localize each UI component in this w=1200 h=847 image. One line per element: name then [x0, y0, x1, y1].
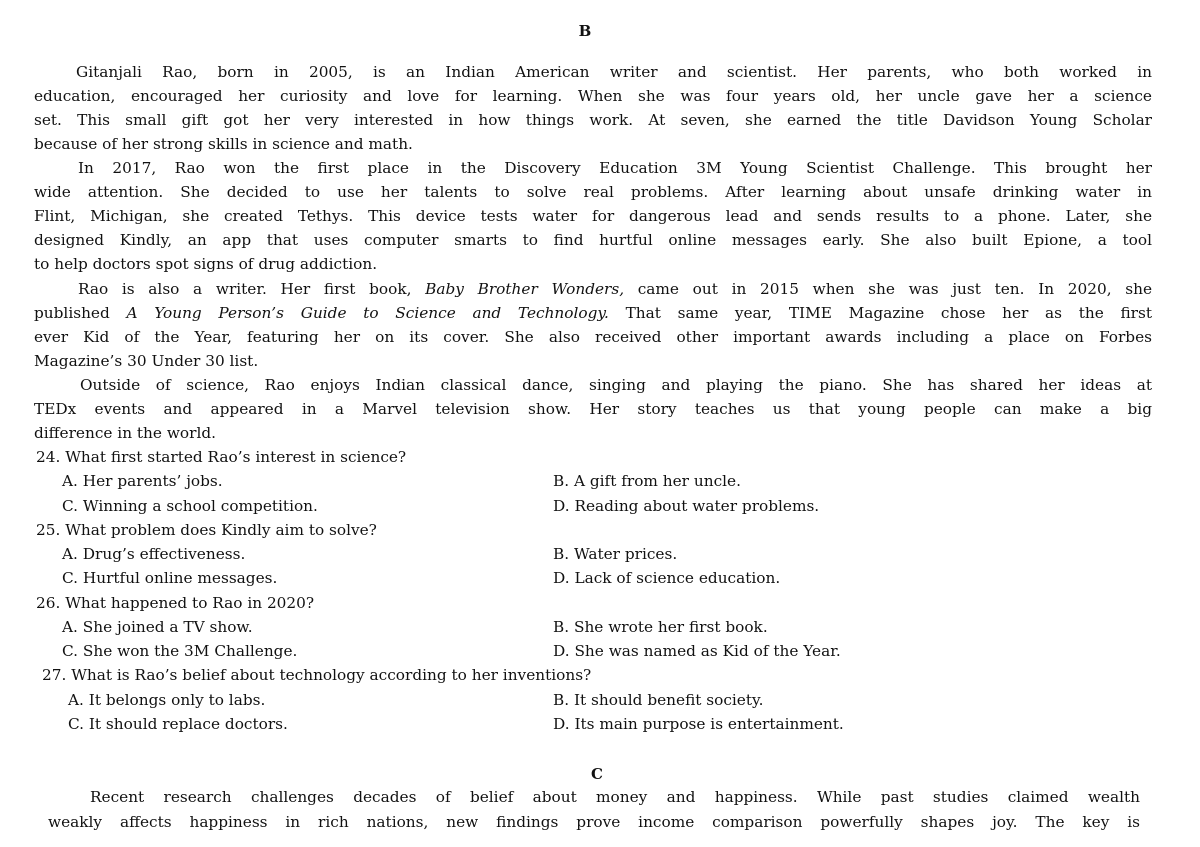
passage-b-line: to help doctors spot signs of drug addiction.	[34, 255, 378, 273]
passage-b-line: because of her strong skills in science and math.	[34, 135, 413, 153]
answer-option: B. It should benefit society.	[553, 691, 764, 709]
passage-b-line: ever Kid of the Year, featuring her on its cover. She also received other important awards including a place on Forbes	[34, 328, 1152, 346]
passage-b-line: Outside of science, Rao enjoys Indian classical dance, singing and playing the piano. She has shared her ideas at	[80, 376, 1152, 394]
answer-option: A. Her parents’ jobs.	[62, 472, 223, 490]
section-b-heading: B	[578, 22, 592, 40]
passage-c-line: weakly affects happiness in rich nations, new findings prove income comparison powerfully shapes joy. The key is	[48, 813, 1140, 831]
question-stem: 24. What first started Rao’s interest in science?	[36, 448, 407, 466]
question-stem: 25. What problem does Kindly aim to solve?	[36, 521, 377, 539]
passage-text: That same year, TIME Magazine chose her as the first	[608, 304, 1152, 322]
answer-option: C. She won the 3M Challenge.	[62, 642, 298, 660]
passage-b-line: In 2017, Rao won the first place in the Discovery Education 3M Young Scientist Challenge. This brought her	[78, 159, 1152, 177]
passage-b-line: designed Kindly, an app that uses computer smarts to find hurtful online messages early. She also built Epione, a tool	[34, 231, 1152, 249]
passage-b-line: Flint, Michigan, she created Tethys. This device tests water for dangerous lead and sends results to a phone. Later, she	[34, 207, 1152, 225]
passage-b-line: wide attention. She decided to use her talents to solve real problems. After learning about unsafe drinking water in	[34, 183, 1152, 201]
question-stem: 27. What is Rao’s belief about technology according to her inventions?	[42, 666, 592, 684]
answer-option: B. Water prices.	[553, 545, 678, 563]
passage-b-line: TEDx events and appeared in a Marvel television show. Her story teaches us that young people can make a big	[34, 400, 1152, 418]
answer-option: A. It belongs only to labs.	[68, 691, 266, 709]
answer-option: D. She was named as Kid of the Year.	[553, 642, 841, 660]
section-c-heading: C	[591, 765, 603, 783]
answer-option: D. Lack of science education.	[553, 569, 781, 587]
answer-option: C. Winning a school competition.	[62, 497, 318, 515]
answer-option: C. It should replace doctors.	[68, 715, 288, 733]
passage-b-line: Gitanjali Rao, born in 2005, is an Indian American writer and scientist. Her parents, who both worked in	[76, 63, 1152, 81]
answer-option: D. Reading about water problems.	[553, 497, 820, 515]
passage-b-line: education, encouraged her curiosity and love for learning. When she was four years old, her uncle gave her a science	[34, 87, 1152, 105]
answer-option: A. Drug’s effectiveness.	[62, 545, 246, 563]
answer-option: A. She joined a TV show.	[62, 618, 253, 636]
book-title: A Young Person’s Guide to Science and Technology.	[126, 304, 609, 322]
passage-b-line: set. This small gift got her very interested in how things work. At seven, she earned the title Davidson Young Scholar	[34, 111, 1152, 129]
passage-text: came out in 2015 when she was just ten. In 2020, she	[624, 280, 1152, 298]
passage-text: Rao is also a writer. Her first book,	[78, 280, 426, 298]
passage-b-line: Magazine’s 30 Under 30 list.	[34, 352, 259, 370]
answer-option: B. A gift from her uncle.	[553, 472, 741, 490]
answer-option: B. She wrote her first book.	[553, 618, 768, 636]
answer-option: D. Its main purpose is entertainment.	[553, 715, 844, 733]
passage-b-line	[78, 279, 1152, 299]
passage-b-line: difference in the world.	[34, 424, 216, 442]
answer-option: C. Hurtful online messages.	[62, 569, 278, 587]
book-title: Baby Brother Wonders,	[425, 280, 625, 298]
passage-c-line: Recent research challenges decades of belief about money and happiness. While past studies claimed wealth	[90, 788, 1140, 806]
question-stem: 26. What happened to Rao in 2020?	[36, 594, 315, 612]
passage-text: published	[34, 304, 127, 322]
passage-b-line	[34, 303, 1152, 323]
